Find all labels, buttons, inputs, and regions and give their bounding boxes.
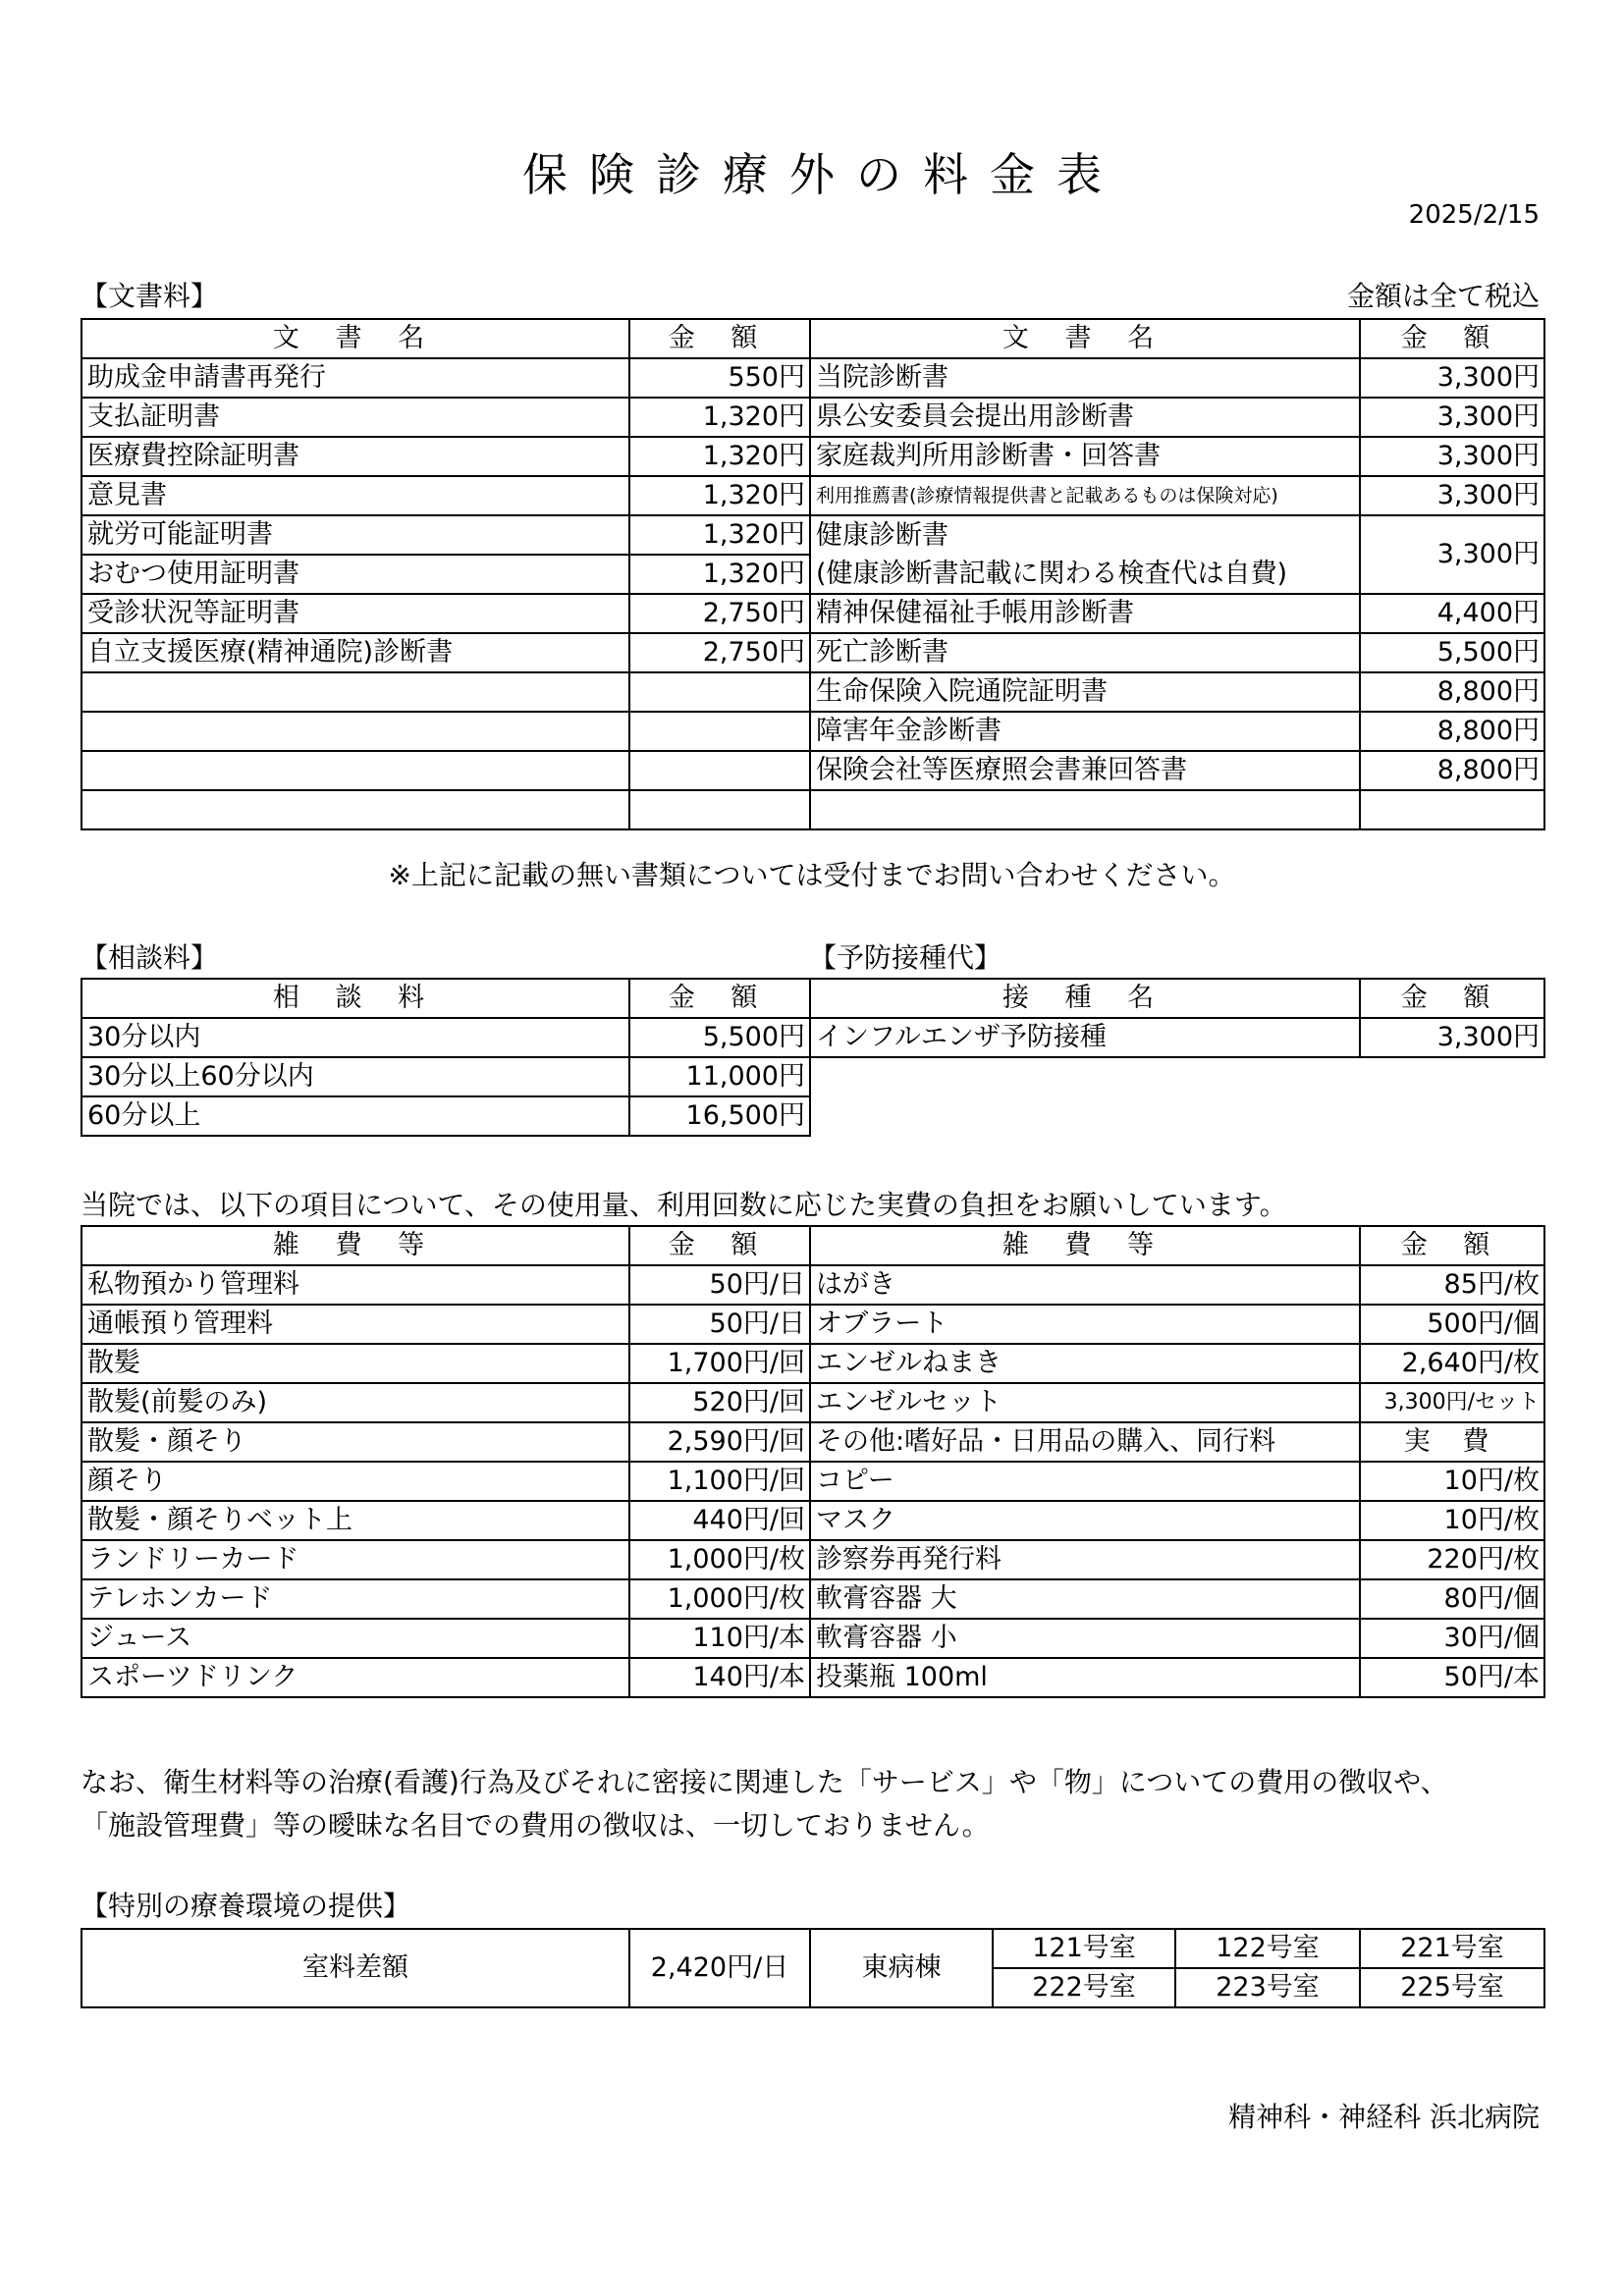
misc-price: 50円/本 xyxy=(1360,1658,1544,1697)
table-header-row xyxy=(81,319,1544,358)
consultation-price: 11,000円 xyxy=(629,1057,810,1096)
misc-price: 85円/枚 xyxy=(1360,1265,1544,1305)
misc-name: 顔そり xyxy=(81,1462,629,1501)
consultation-price: 5,500円 xyxy=(629,1018,810,1057)
document-price: 1,320円 xyxy=(629,476,810,515)
misc-price: 1,000円/枚 xyxy=(629,1579,810,1619)
misc-table xyxy=(81,1225,1545,1698)
misc-price: 50円/日 xyxy=(629,1265,810,1305)
consultation-heading: 【相談料】 xyxy=(81,941,219,974)
document-name: 死亡診断書 xyxy=(810,633,1360,672)
room-number: 122号室 xyxy=(1175,1929,1360,1968)
empty-cell xyxy=(629,672,810,712)
documents-table xyxy=(81,318,1545,830)
table-row xyxy=(81,633,1544,672)
table-header-row xyxy=(81,979,810,1018)
misc-name: 投薬瓶 100ml xyxy=(810,1658,1360,1697)
misc-name: エンゼルねまき xyxy=(810,1344,1360,1383)
table-row xyxy=(81,1501,1544,1540)
document-name: 意見書 xyxy=(81,476,629,515)
document-name: 自立支援医療(精神通院)診断書 xyxy=(81,633,629,672)
document-price: 4,400円 xyxy=(1360,594,1544,633)
misc-intro: 当院では、以下の項目について、その使用量、利用回数に応じた実費の負担をお願いしています。 xyxy=(81,1189,1287,1221)
misc-name: オブラート xyxy=(810,1305,1360,1344)
column-header: 金 額 xyxy=(1360,1226,1544,1265)
consultation-name: 60分以上 xyxy=(81,1096,629,1136)
document-price: 8,800円 xyxy=(1360,712,1544,751)
document-name: 健康診断書 xyxy=(810,515,1360,555)
table-row xyxy=(81,1619,1544,1658)
table-row xyxy=(81,437,1544,476)
document-price: 550円 xyxy=(629,358,810,398)
consultation-name: 30分以内 xyxy=(81,1018,629,1057)
misc-price: 500円/個 xyxy=(1360,1305,1544,1344)
misc-price: 50円/日 xyxy=(629,1305,810,1344)
vaccination-heading: 【予防接種代】 xyxy=(809,941,1002,974)
table-row xyxy=(81,790,1544,829)
misc-price: 1,100円/回 xyxy=(629,1462,810,1501)
document-name: 生命保険入院通院証明書 xyxy=(810,672,1360,712)
document-name: 精神保健福祉手帳用診断書 xyxy=(810,594,1360,633)
table-row xyxy=(81,1929,1544,1968)
misc-name: その他:嗜好品・日用品の購入、同行料 xyxy=(810,1422,1360,1462)
misc-name: 散髪 xyxy=(81,1344,629,1383)
misc-price: 2,640円/枚 xyxy=(1360,1344,1544,1383)
misc-name: はがき xyxy=(810,1265,1360,1305)
page-title: 保険診療外の料金表 xyxy=(522,148,1123,201)
empty-cell xyxy=(81,790,629,829)
misc-price: 220円/枚 xyxy=(1360,1540,1544,1579)
column-header: 金 額 xyxy=(1360,979,1544,1018)
empty-cell xyxy=(810,790,1360,829)
table-row xyxy=(81,1265,1544,1305)
misc-name: 散髪・顔そりベット上 xyxy=(81,1501,629,1540)
table-row xyxy=(81,712,1544,751)
table-row xyxy=(81,672,1544,712)
ward-name: 東病棟 xyxy=(810,1929,993,2007)
room-number: 225号室 xyxy=(1360,1968,1544,2007)
empty-cell xyxy=(629,790,810,829)
table-row xyxy=(810,1018,1544,1057)
table-row xyxy=(81,515,1544,555)
table-row xyxy=(81,1422,1544,1462)
document-price: 3,300円 xyxy=(1360,398,1544,437)
table-row xyxy=(81,476,1544,515)
table-row xyxy=(81,1383,1544,1422)
column-header: 金 額 xyxy=(629,319,810,358)
misc-name: コピー xyxy=(810,1462,1360,1501)
misc-name: エンゼルセット xyxy=(810,1383,1360,1422)
column-header: 金 額 xyxy=(1360,319,1544,358)
room-number: 222号室 xyxy=(993,1968,1175,2007)
column-header: 文 書 名 xyxy=(81,319,629,358)
document-name: 保険会社等医療照会書兼回答書 xyxy=(810,751,1360,790)
table-header-row xyxy=(810,979,1544,1018)
table-row xyxy=(81,555,1544,594)
document-name: 利用推薦書(診療情報提供書と記載あるものは保険対応) xyxy=(810,476,1360,515)
special-price: 2,420円/日 xyxy=(629,1929,810,2007)
table-row xyxy=(81,751,1544,790)
document-name: おむつ使用証明書 xyxy=(81,555,629,594)
column-header: 文 書 名 xyxy=(810,319,1360,358)
misc-price: 80円/個 xyxy=(1360,1579,1544,1619)
misc-price: 440円/回 xyxy=(629,1501,810,1540)
misc-price: 3,300円/セット xyxy=(1360,1383,1544,1422)
empty-cell xyxy=(629,712,810,751)
column-header: 相 談 料 xyxy=(81,979,629,1018)
misc-name: 軟膏容器 小 xyxy=(810,1619,1360,1658)
column-header: 金 額 xyxy=(629,979,810,1018)
tax-note: 金額は全て税込 xyxy=(1346,280,1540,312)
misc-name: 散髪・顔そり xyxy=(81,1422,629,1462)
hospital-name: 精神科・神経科 浜北病院 xyxy=(1228,2101,1540,2133)
column-header: 金 額 xyxy=(629,1226,810,1265)
document-price: 2,750円 xyxy=(629,594,810,633)
document-name: 受診状況等証明書 xyxy=(81,594,629,633)
misc-price: 2,590円/回 xyxy=(629,1422,810,1462)
table-row xyxy=(81,1344,1544,1383)
document-price: 1,320円 xyxy=(629,515,810,555)
misc-name: 散髪(前髪のみ) xyxy=(81,1383,629,1422)
table-row xyxy=(81,1658,1544,1697)
table-row xyxy=(81,1057,810,1096)
misc-price: 520円/回 xyxy=(629,1383,810,1422)
misc-name: スポーツドリンク xyxy=(81,1658,629,1697)
column-header: 雑 費 等 xyxy=(810,1226,1360,1265)
table-row xyxy=(81,1579,1544,1619)
document-price: 5,500円 xyxy=(1360,633,1544,672)
misc-name: 診察券再発行料 xyxy=(810,1540,1360,1579)
document-name: 支払証明書 xyxy=(81,398,629,437)
table-row xyxy=(81,1018,810,1057)
document-price: 3,300円 xyxy=(1360,515,1544,594)
vaccination-name: インフルエンザ予防接種 xyxy=(810,1018,1360,1057)
document-name: 医療費控除証明書 xyxy=(81,437,629,476)
misc-price: 1,000円/枚 xyxy=(629,1540,810,1579)
document-name: 家庭裁判所用診断書・回答書 xyxy=(810,437,1360,476)
document-price: 1,320円 xyxy=(629,555,810,594)
document-price: 3,300円 xyxy=(1360,437,1544,476)
misc-price: 140円/本 xyxy=(629,1658,810,1697)
table-row xyxy=(81,1096,810,1136)
issue-date: 2025/2/15 xyxy=(1408,200,1540,230)
document-name: 当院診断書 xyxy=(810,358,1360,398)
table-header-row xyxy=(81,1226,1544,1265)
document-name: 県公安委員会提出用診断書 xyxy=(810,398,1360,437)
special-table xyxy=(81,1928,1545,2008)
misc-price: 110円/本 xyxy=(629,1619,810,1658)
document-price: 3,300円 xyxy=(1360,358,1544,398)
documents-footnote: ※上記に記載の無い書類については受付までお問い合わせください。 xyxy=(388,859,1236,891)
empty-cell xyxy=(1360,790,1544,829)
table-row xyxy=(81,1462,1544,1501)
empty-cell xyxy=(81,712,629,751)
column-header: 雑 費 等 xyxy=(81,1226,629,1265)
document-price: 2,750円 xyxy=(629,633,810,672)
table-row xyxy=(81,1305,1544,1344)
consultation-table xyxy=(81,978,811,1137)
document-price: 3,300円 xyxy=(1360,476,1544,515)
table-row xyxy=(81,594,1544,633)
vaccination-price: 3,300円 xyxy=(1360,1018,1544,1057)
document-price: 8,800円 xyxy=(1360,672,1544,712)
misc-name: テレホンカード xyxy=(81,1579,629,1619)
document-name: 障害年金診断書 xyxy=(810,712,1360,751)
column-header: 接 種 名 xyxy=(810,979,1360,1018)
table-row xyxy=(81,358,1544,398)
room-number: 121号室 xyxy=(993,1929,1175,1968)
misc-name: ランドリーカード xyxy=(81,1540,629,1579)
special-heading: 【特別の療養環境の提供】 xyxy=(81,1890,411,1922)
document-price: 8,800円 xyxy=(1360,751,1544,790)
misc-name: 私物預かり管理料 xyxy=(81,1265,629,1305)
document-name: 就労可能証明書 xyxy=(81,515,629,555)
document-price: 1,320円 xyxy=(629,437,810,476)
document-name-note: (健康診断書記載に関わる検査代は自費) xyxy=(810,555,1360,594)
empty-cell xyxy=(629,751,810,790)
documents-heading: 【文書料】 xyxy=(81,280,219,312)
consultation-name: 30分以上60分以内 xyxy=(81,1057,629,1096)
misc-name: 軟膏容器 大 xyxy=(810,1579,1360,1619)
misc-price: 10円/枚 xyxy=(1360,1462,1544,1501)
table-row xyxy=(81,398,1544,437)
special-item: 室料差額 xyxy=(81,1929,629,2007)
misc-price: 1,700円/回 xyxy=(629,1344,810,1383)
consultation-price: 16,500円 xyxy=(629,1096,810,1136)
misc-price: 30円/個 xyxy=(1360,1619,1544,1658)
room-number: 223号室 xyxy=(1175,1968,1360,2007)
empty-cell xyxy=(81,672,629,712)
misc-name: ジュース xyxy=(81,1619,629,1658)
misc-price: 実 費 xyxy=(1360,1422,1544,1462)
notice-line-2: 「施設管理費」等の曖昧な名目での費用の徴収は、一切しておりません。 xyxy=(81,1809,990,1842)
misc-price: 10円/枚 xyxy=(1360,1501,1544,1540)
misc-name: 通帳預り管理料 xyxy=(81,1305,629,1344)
document-name: 助成金申請書再発行 xyxy=(81,358,629,398)
empty-cell xyxy=(81,751,629,790)
misc-name: マスク xyxy=(810,1501,1360,1540)
room-number: 221号室 xyxy=(1360,1929,1544,1968)
document-price: 1,320円 xyxy=(629,398,810,437)
vaccination-table xyxy=(809,978,1545,1058)
notice-line-1: なお、衛生材料等の治療(看護)行為及びそれに密接に関連した「サービス」や「物」についての費用の徴収や、 xyxy=(81,1766,1448,1798)
table-row xyxy=(81,1540,1544,1579)
